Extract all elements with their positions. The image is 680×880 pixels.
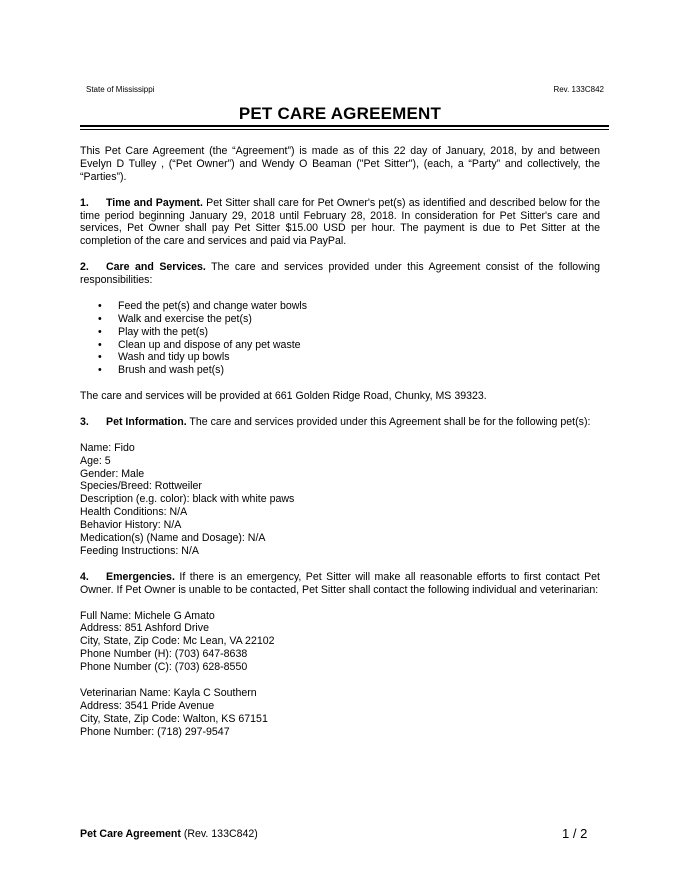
- document-body: [80, 145, 600, 739]
- pet-info-line: Gender: Male: [80, 467, 145, 480]
- list-item: • Play with the pet(s): [80, 326, 600, 339]
- list-item: • Clean up and dispose of any pet waste: [80, 339, 600, 352]
- section-3-text: The care and services provided under this Agreement shall be for the following pet(s):: [189, 415, 591, 428]
- title-rule-thin: [80, 129, 609, 130]
- section-2: [80, 261, 600, 287]
- contact-line: Phone Number (C): (703) 628-8550: [80, 661, 248, 674]
- pet-info-line: Species/Breed: Rottweiler: [80, 480, 202, 493]
- state-label: State of Mississippi: [86, 85, 155, 94]
- contact-line: Address: 851 Ashford Drive: [80, 622, 209, 635]
- section-1-text: Pet Sitter shall care for Pet Owner's pet(s) as identified and described below for the time period beginning January 29, 2018 until February 28, 2018. In consideration for Pet Sitter's care and services, Pet Owner shall pay Pet Sitter $15.00 USD per hour. The payment is due to Pet Sitter at the completion of the care and services and paid via PayPal.: [80, 196, 600, 248]
- pet-information: [80, 442, 600, 558]
- footer-revision: (Rev. 133C842): [183, 828, 258, 840]
- section-1-heading: 1. Time and Payment.: [80, 196, 203, 209]
- section-4-text: If there is an emergency, Pet Sitter will make all reasonable efforts to first contact Pet Owner. If Pet Owner is unable to be contacted, Pet Sitter shall contact the following individual and veterinarian:: [80, 570, 600, 596]
- intro-paragraph: This Pet Care Agreement (the “Agreement”) is made as of this 22 day of January, 2018, by and between Evelyn D Tulley , (“Pet Owner”) and Wendy O Beaman ("Pet Sitter"), (each, a “Party” and collectively, the “Parties”).: [80, 145, 600, 183]
- section-3-heading: 3. Pet Information.: [80, 415, 187, 428]
- pet-info-line: Age: 5: [80, 454, 111, 467]
- revision-label: Rev. 133C842: [553, 85, 604, 94]
- section-4: [80, 571, 600, 597]
- list-item: • Wash and tidy up bowls: [80, 351, 600, 364]
- pet-info-line: Medication(s) (Name and Dosage): N/A: [80, 532, 266, 545]
- pet-info-line: Name: Fido: [80, 441, 135, 454]
- vet-line: Address: 3541 Pride Avenue: [80, 699, 215, 712]
- pet-info-line: Health Conditions: N/A: [80, 506, 188, 519]
- vet-line: Phone Number: (718) 297-9547: [80, 725, 230, 738]
- vet-line: Veterinarian Name: Kayla C Southern: [80, 686, 257, 699]
- responsibilities-list: [80, 300, 600, 377]
- section-2-heading: 2. Care and Services.: [80, 261, 206, 274]
- title-rule-thick: [80, 125, 609, 127]
- list-item: • Brush and wash pet(s): [80, 364, 600, 377]
- service-location: The care and services will be provided at 661 Golden Ridge Road, Chunky, MS 39323.: [80, 390, 487, 403]
- vet-line: City, State, Zip Code: Walton, KS 67151: [80, 712, 268, 725]
- pet-info-line: Feeding Instructions: N/A: [80, 545, 199, 557]
- contact-line: City, State, Zip Code: Mc Lean, VA 22102: [80, 635, 275, 648]
- section-2-text: The care and services provided under this Agreement consist of the following responsibilities:: [80, 261, 600, 287]
- contact-line: Phone Number (H): (703) 647-8638: [80, 648, 248, 661]
- section-4-heading: 4. Emergencies.: [80, 570, 175, 583]
- list-item: • Walk and exercise the pet(s): [80, 313, 600, 326]
- page-number: 1 / 2: [562, 826, 588, 841]
- list-item: • Feed the pet(s) and change water bowls: [80, 300, 600, 313]
- section-3: [80, 416, 600, 429]
- page-footer: [80, 828, 258, 840]
- pet-info-line: Behavior History: N/A: [80, 519, 182, 532]
- contact-line: Full Name: Michele G Amato: [80, 609, 215, 622]
- document-title: PET CARE AGREEMENT: [238, 104, 442, 123]
- section-1: [80, 197, 600, 249]
- emergency-contact: [80, 610, 600, 675]
- pet-info-line: Description (e.g. color): black with white paws: [80, 493, 295, 506]
- footer-doc-name: Pet Care Agreement: [80, 828, 181, 840]
- veterinarian-contact: [80, 687, 600, 739]
